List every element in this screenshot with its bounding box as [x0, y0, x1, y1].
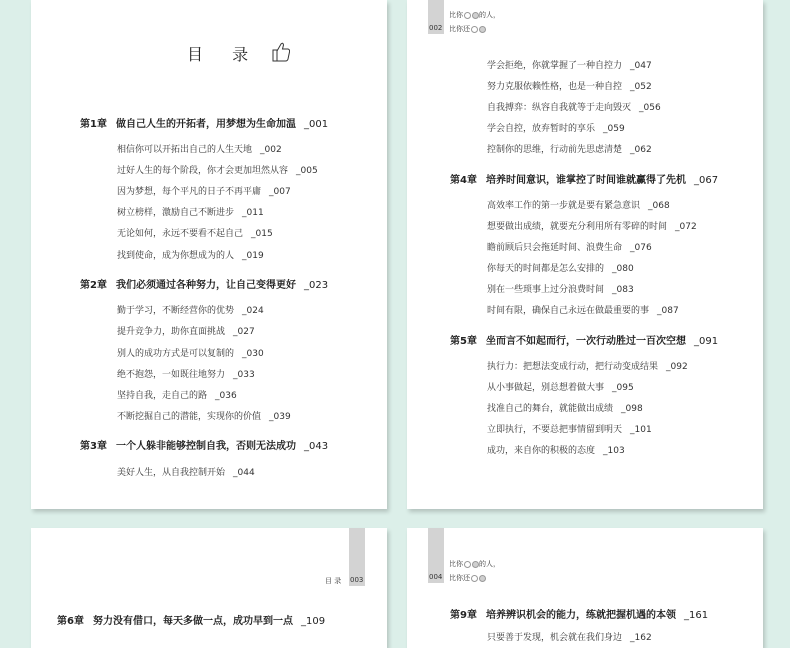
chapter-page: _043	[304, 441, 329, 452]
entry-page: _103	[603, 446, 625, 456]
toc-page-3	[31, 528, 387, 648]
entry-page: _101	[630, 425, 652, 435]
chapter-title: 培养辨识机会的能力，练就把握机遇的本领	[486, 610, 676, 621]
toc-entry	[117, 163, 318, 176]
entry-page: _019	[242, 251, 264, 261]
entry-text: 无论如何，永远不要看不起自己	[117, 229, 244, 239]
chapter-title: 一个人躲非能够控制自我，否则无法成功	[116, 441, 296, 452]
toc-entry	[117, 409, 291, 422]
chapter-title: 做自己人生的开拓者，用梦想为生命加温	[116, 119, 296, 130]
entry-page: _076	[630, 243, 652, 253]
page-number: 003	[350, 576, 364, 584]
toc-entry	[487, 359, 688, 372]
entry-text: 相信你可以开拓出自己的人生天地	[117, 145, 253, 155]
chapter-heading	[450, 332, 718, 347]
running-header: 目 录	[325, 577, 342, 585]
entry-text: 只要善于发现，机会就在我们身边	[487, 633, 623, 643]
entry-text: 学会自控，放弃暂时的享乐	[487, 124, 596, 134]
entry-text: 从小事做起，别总想着做大事	[487, 383, 605, 393]
entry-page: _030	[242, 349, 264, 359]
chapter-heading	[450, 606, 708, 621]
toc-entry	[487, 198, 670, 211]
toc-entry	[487, 443, 625, 456]
chapter-heading	[450, 171, 718, 186]
entry-text: 美好人生，从自我控制开始	[117, 468, 226, 478]
toc-entry	[117, 184, 291, 197]
entry-text: 努力克服依赖性格，也是一种自控	[487, 82, 623, 92]
entry-page: _002	[260, 145, 282, 155]
toc-entry	[487, 261, 634, 274]
chapter-heading	[80, 276, 328, 291]
entry-text: 想要做出成绩，就要充分利用所有零碎的时间	[487, 222, 668, 232]
entry-text: 绝不抱怨，一如既往地努力	[117, 370, 226, 380]
entry-page: _036	[215, 391, 237, 401]
toc-entry	[117, 142, 282, 155]
circle-glyph-icon	[464, 561, 471, 568]
entry-page: _052	[630, 82, 652, 92]
entry-page: _024	[242, 306, 264, 316]
chapter-title: 坐而言不如起而行，一次行动胜过一百次空想	[486, 336, 686, 347]
toc-entry	[117, 226, 273, 239]
toc-entry	[487, 630, 652, 643]
entry-page: _095	[612, 383, 634, 393]
chapter-page: _161	[684, 610, 709, 621]
chapter-number: 第3章	[80, 441, 107, 452]
entry-text: 别在一些琐事上过分浪费时间	[487, 285, 605, 295]
chapter-page: _067	[694, 175, 719, 186]
circle-glyph-icon	[472, 561, 479, 568]
entry-text: 控制你的思维，行动前先思虑清楚	[487, 145, 623, 155]
entry-page: _059	[603, 124, 625, 134]
entry-text: 自我搏弈：纵容自我就等于走向毁灭	[487, 103, 632, 113]
page-number: 002	[429, 24, 443, 32]
circle-glyph-icon	[471, 575, 478, 582]
entry-text: 别人的成功方式是可以复制的	[117, 349, 235, 359]
entry-text: 执行力：把想法变成行动，把行动变成结果	[487, 362, 659, 372]
chapter-page: _023	[304, 280, 329, 291]
entry-text: 树立榜样，激励自己不断进步	[117, 208, 235, 218]
entry-text: 高效率工作的第一步就是要有紧急意识	[487, 201, 641, 211]
toc-title: 目 录	[187, 45, 261, 64]
chapter-number: 第1章	[80, 119, 107, 130]
entry-text: 瞻前顾后只会拖延时间、浪费生命	[487, 243, 623, 253]
circle-glyph-icon	[464, 12, 471, 19]
toc-page-2	[407, 0, 763, 509]
entry-page: _083	[612, 285, 634, 295]
circle-glyph-icon	[479, 26, 486, 33]
toc-entry	[487, 142, 652, 155]
running-header-line-1: 比你 的人，	[449, 11, 500, 19]
chapter-page: _091	[694, 336, 719, 347]
entry-text: 找准自己的舞台，就能做出成绩	[487, 404, 614, 414]
entry-text: 时间有限，确保自己永远在做最重要的事	[487, 306, 650, 316]
toc-entry	[117, 303, 264, 316]
circle-glyph-icon	[472, 12, 479, 19]
toc-entry	[487, 401, 643, 414]
entry-text: 提升竞争力，助你直面挑战	[117, 327, 226, 337]
entry-page: _033	[233, 370, 255, 380]
entry-text: 你每天的时间都是怎么安排的	[487, 264, 605, 274]
toc-entry	[117, 346, 264, 359]
toc-entry	[487, 303, 679, 316]
entry-page: _007	[269, 187, 291, 197]
entry-text: 坚持自我，走自己的路	[117, 391, 208, 401]
entry-text: 不断挖掘自己的潜能，实现你的价值	[117, 412, 262, 422]
chapter-title: 培养时间意识，谁掌控了时间谁就赢得了先机	[486, 175, 686, 186]
entry-text: 成功，来自你的积极的态度	[487, 446, 596, 456]
circle-glyph-icon	[479, 575, 486, 582]
running-header-line-2: 比你还	[449, 573, 486, 583]
chapter-heading	[57, 612, 325, 627]
entry-text: 因为梦想，每个平凡的日子不再平庸	[117, 187, 262, 197]
toc-entry	[117, 388, 237, 401]
running-header-line-2: 比你还	[449, 24, 486, 34]
entry-page: _011	[242, 208, 264, 218]
entry-page: _098	[621, 404, 643, 414]
chapter-heading	[80, 437, 328, 452]
entry-page: _162	[630, 633, 652, 643]
entry-page: _080	[612, 264, 634, 274]
toc-entry	[487, 58, 652, 71]
entry-page: _062	[630, 145, 652, 155]
chapter-number: 第6章	[57, 616, 84, 627]
toc-entry	[117, 465, 255, 478]
entry-page: _015	[251, 229, 273, 239]
running-header-line-1: 比你 的人，	[449, 560, 500, 568]
toc-page-4	[407, 528, 763, 648]
entry-text: 找到使命，成为你想成为的人	[117, 251, 235, 261]
entry-page: _027	[233, 327, 255, 337]
toc-entry	[487, 121, 625, 134]
chapter-title: 努力没有借口，每天多做一点，成功早到一点	[93, 616, 293, 627]
page-number: 004	[429, 573, 443, 581]
chapter-heading	[80, 115, 328, 130]
toc-entry	[487, 422, 652, 435]
toc-entry	[117, 367, 255, 380]
toc-entry	[487, 380, 634, 393]
chapter-page: _109	[301, 616, 326, 627]
circle-glyph-icon	[471, 26, 478, 33]
toc-entry	[487, 79, 652, 92]
entry-page: _039	[269, 412, 291, 422]
toc-entry	[487, 219, 697, 232]
entry-page: _092	[666, 362, 688, 372]
thumbs-up-icon	[269, 40, 293, 64]
entry-page: _044	[233, 468, 255, 478]
chapter-number: 第9章	[450, 610, 477, 621]
toc-entry	[117, 205, 264, 218]
entry-page: _072	[675, 222, 697, 232]
entry-page: _005	[296, 166, 318, 176]
toc-entry	[487, 240, 652, 253]
entry-page: _056	[639, 103, 661, 113]
toc-entry	[117, 324, 255, 337]
toc-page-1	[31, 0, 387, 509]
entry-page: _047	[630, 61, 652, 71]
entry-text: 勤于学习，不断经营你的优势	[117, 306, 235, 316]
entry-page: _087	[657, 306, 679, 316]
chapter-title: 我们必须通过各种努力，让自己变得更好	[116, 280, 296, 291]
chapter-number: 第5章	[450, 336, 477, 347]
chapter-page: _001	[304, 119, 329, 130]
entry-page: _068	[648, 201, 670, 211]
entry-text: 立即执行，不要总把事情留到明天	[487, 425, 623, 435]
toc-entry	[487, 100, 661, 113]
chapter-number: 第4章	[450, 175, 477, 186]
toc-entry	[487, 282, 634, 295]
entry-text: 过好人生的每个阶段，你才会更加坦然从容	[117, 166, 289, 176]
toc-entry	[117, 248, 264, 261]
chapter-number: 第2章	[80, 280, 107, 291]
entry-text: 学会拒绝，你就掌握了一种自控力	[487, 61, 623, 71]
